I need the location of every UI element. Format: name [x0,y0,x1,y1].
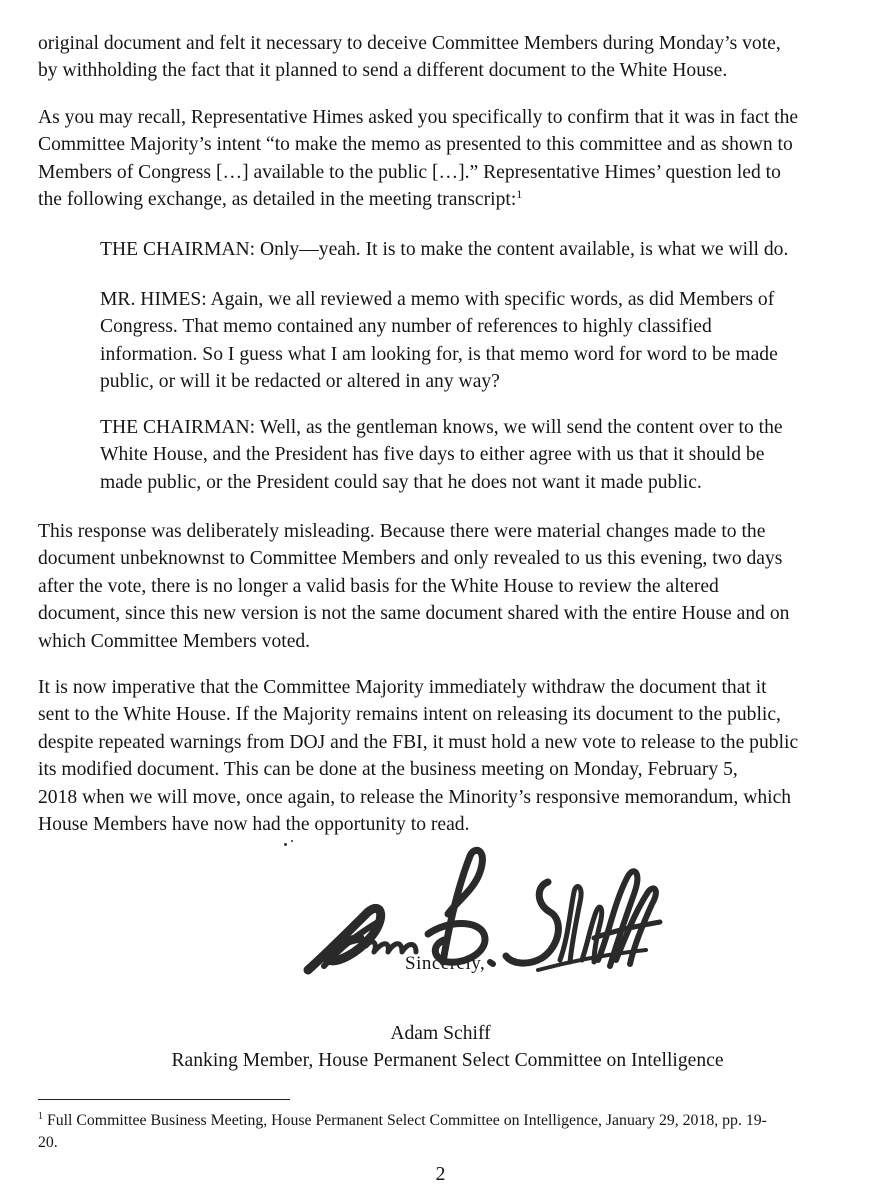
text-line [38,186,850,213]
text-line: THE CHAIRMAN: Only—yeah. It is to make the content available, is what we will do. [100,239,789,260]
text-line: document unbeknownst to Committee Members and only revealed to us this evening, two days [38,548,783,570]
paragraph-continuation [38,30,850,85]
footnote-text: 20. [38,1134,58,1151]
footnote-marker: 1 [38,1111,43,1122]
text-line: information. So I guess what I am looking for, is that memo word for word to be made [100,343,778,365]
text-line-content: the following exchange, as detailed in the meeting transcript: [38,189,517,211]
transcript-quote-chairman-1 [100,236,845,263]
text-line: It is now imperative that the Committee Majority immediately withdraw the document that it [38,677,767,698]
footnote-divider [38,1099,290,1100]
text-line: Congress. That memo contained any number of references to highly classified [100,316,712,338]
text-line: Members of Congress […] available to the public […].” Representative Himes’ question led to [38,161,781,183]
text-line: White House, and the President has five days to either agree with us that it should be [100,444,765,466]
paragraph-himes-question [38,104,850,214]
scan-speck [291,840,293,842]
footnote-reference[interactable]: 1 [516,187,523,202]
text-line: MR. HIMES: Again, we all reviewed a memo with specific words, as did Members of [100,289,775,310]
text-line: 2018 when we will move, once again, to release the Minority’s responsive memorandum, which [38,786,792,808]
footnote-text: Full Committee Business Meeting, House Permanent Select Committee on Intelligence, January 29, 2018, pp. 19- [46,1112,767,1129]
text-line: which Committee Members voted. [38,630,311,652]
signatory-name: Adam Schiff [390,1023,491,1044]
closing-salutation: Sincerely, [405,953,486,974]
text-line: This response was deliberately misleading. Because there were material changes made to the [38,521,766,542]
text-line: document, since this new version is not the same document shared with the entire House and on [38,603,790,625]
text-line: after the vote, there is no longer a valid basis for the White House to review the altered [38,575,719,597]
signatory-title: Ranking Member, House Permanent Select Committee on Intelligence [171,1050,724,1071]
text-line: original document and felt it necessary to deceive Committee Members during Monday’s vote, [38,33,781,54]
page-number: 2 [435,1164,446,1185]
text-line: its modified document. This can be done at the business meeting on Monday, February 5, [38,759,738,781]
paragraph-withdraw-request [38,674,850,838]
footnote [38,1110,850,1154]
text-line: Committee Majority’s intent “to make the memo as presented to this committee and as shown to [38,134,793,156]
text-line: THE CHAIRMAN: Well, as the gentleman knows, we will send the content over to the [100,417,783,438]
paragraph-misleading-response [38,518,850,655]
text-line: despite repeated warnings from DOJ and the FBI, it must hold a new vote to release to the public [38,731,799,753]
text-line: made public, or the President could say that he does not want it made public. [100,471,702,493]
text-line: public, or will it be redacted or altered in any way? [100,371,500,393]
scan-speck [284,843,287,846]
text-line: by withholding the fact that it planned to send a different document to the White House. [38,60,728,82]
handwritten-signature [298,842,668,992]
text-line: As you may recall, Representative Himes asked you specifically to confirm that it was in fact the [38,107,799,128]
transcript-quote-chairman-2 [100,414,845,496]
transcript-quote-himes [100,286,845,396]
text-line: sent to the White House. If the Majority remains intent on releasing its document to the public, [38,704,781,726]
text-line: House Members have now had the opportunity to read. [38,814,470,836]
